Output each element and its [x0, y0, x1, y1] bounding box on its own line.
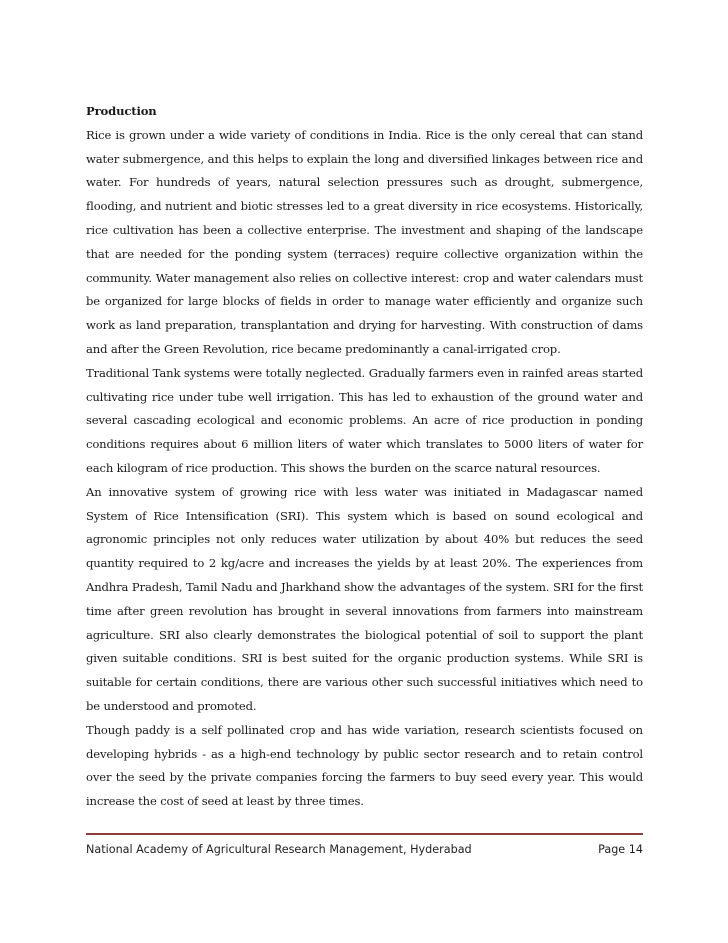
page-body: [86, 100, 643, 814]
page-footer: [86, 833, 643, 856]
paragraph-3: An innovative system of growing rice with less water was initiated in Madagascar named System of Rice Intensification (SRI). This system which is based on sound ecological and agronomic principles not only reduces water utilization by about 40% but reduces the seed quantity required to 2 kg/acre and increases the yields by at least 20%. The experiences from Andhra Pradesh, Tamil Nadu and Jharkhand show the advantages of the system. SRI for the first time after green revolution has brought in several innovations from farmers into mainstream agriculture. SRI also clearly demonstrates the biological potential of soil to support the plant given suitable conditions. SRI is best suited for the organic production systems. While SRI is suitable for certain conditions, there are various other such successful initiatives which need to be understood and promoted.: [86, 484, 643, 713]
footer-organization: National Academy of Agricultural Research Management, Hyderabad: [86, 843, 472, 856]
paragraph-2: Traditional Tank systems were totally neglected. Gradually farmers even in rainfed areas started cultivating rice under tube well irrigation. This has led to exhaustion of the ground water and several cascading ecological and economic problems. An acre of rice production in ponding conditions requires about 6 million liters of water which translates to 5000 liters of water for each kilogram of rice production. This shows the burden on the scarce natural resources.: [86, 365, 643, 475]
paragraph-4: Though paddy is a self pollinated crop and has wide variation, research scientists focused on developing hybrids - as a high-end technology by public sector research and to retain control over the seed by the private companies forcing the farmers to buy seed every year. This would increase the cost of seed at least by three times.: [86, 722, 643, 809]
page-number: Page 14: [598, 843, 643, 856]
section-heading: Production: [86, 104, 157, 118]
paragraph-1: Rice is grown under a wide variety of conditions in India. Rice is the only cereal that can stand water submergence, and this helps to explain the long and diversified linkages between rice and water. For hundreds of years, natural selection pressures such as drought, submergence, flooding, and nutrient and biotic stresses led to a great diversity in rice ecosystems. Historically, rice cultivation has been a collective enterprise. The investment and shaping of the landscape that are needed for the ponding system (terraces) require collective organization within the community. Water management also relies on collective interest: crop and water calendars must be organized for large blocks of fields in order to manage water efficiently and organize such work as land preparation, transplantation and drying for harvesting. With construction of dams and after the Green Revolution, rice became predominantly a canal-irrigated crop.: [86, 127, 643, 356]
